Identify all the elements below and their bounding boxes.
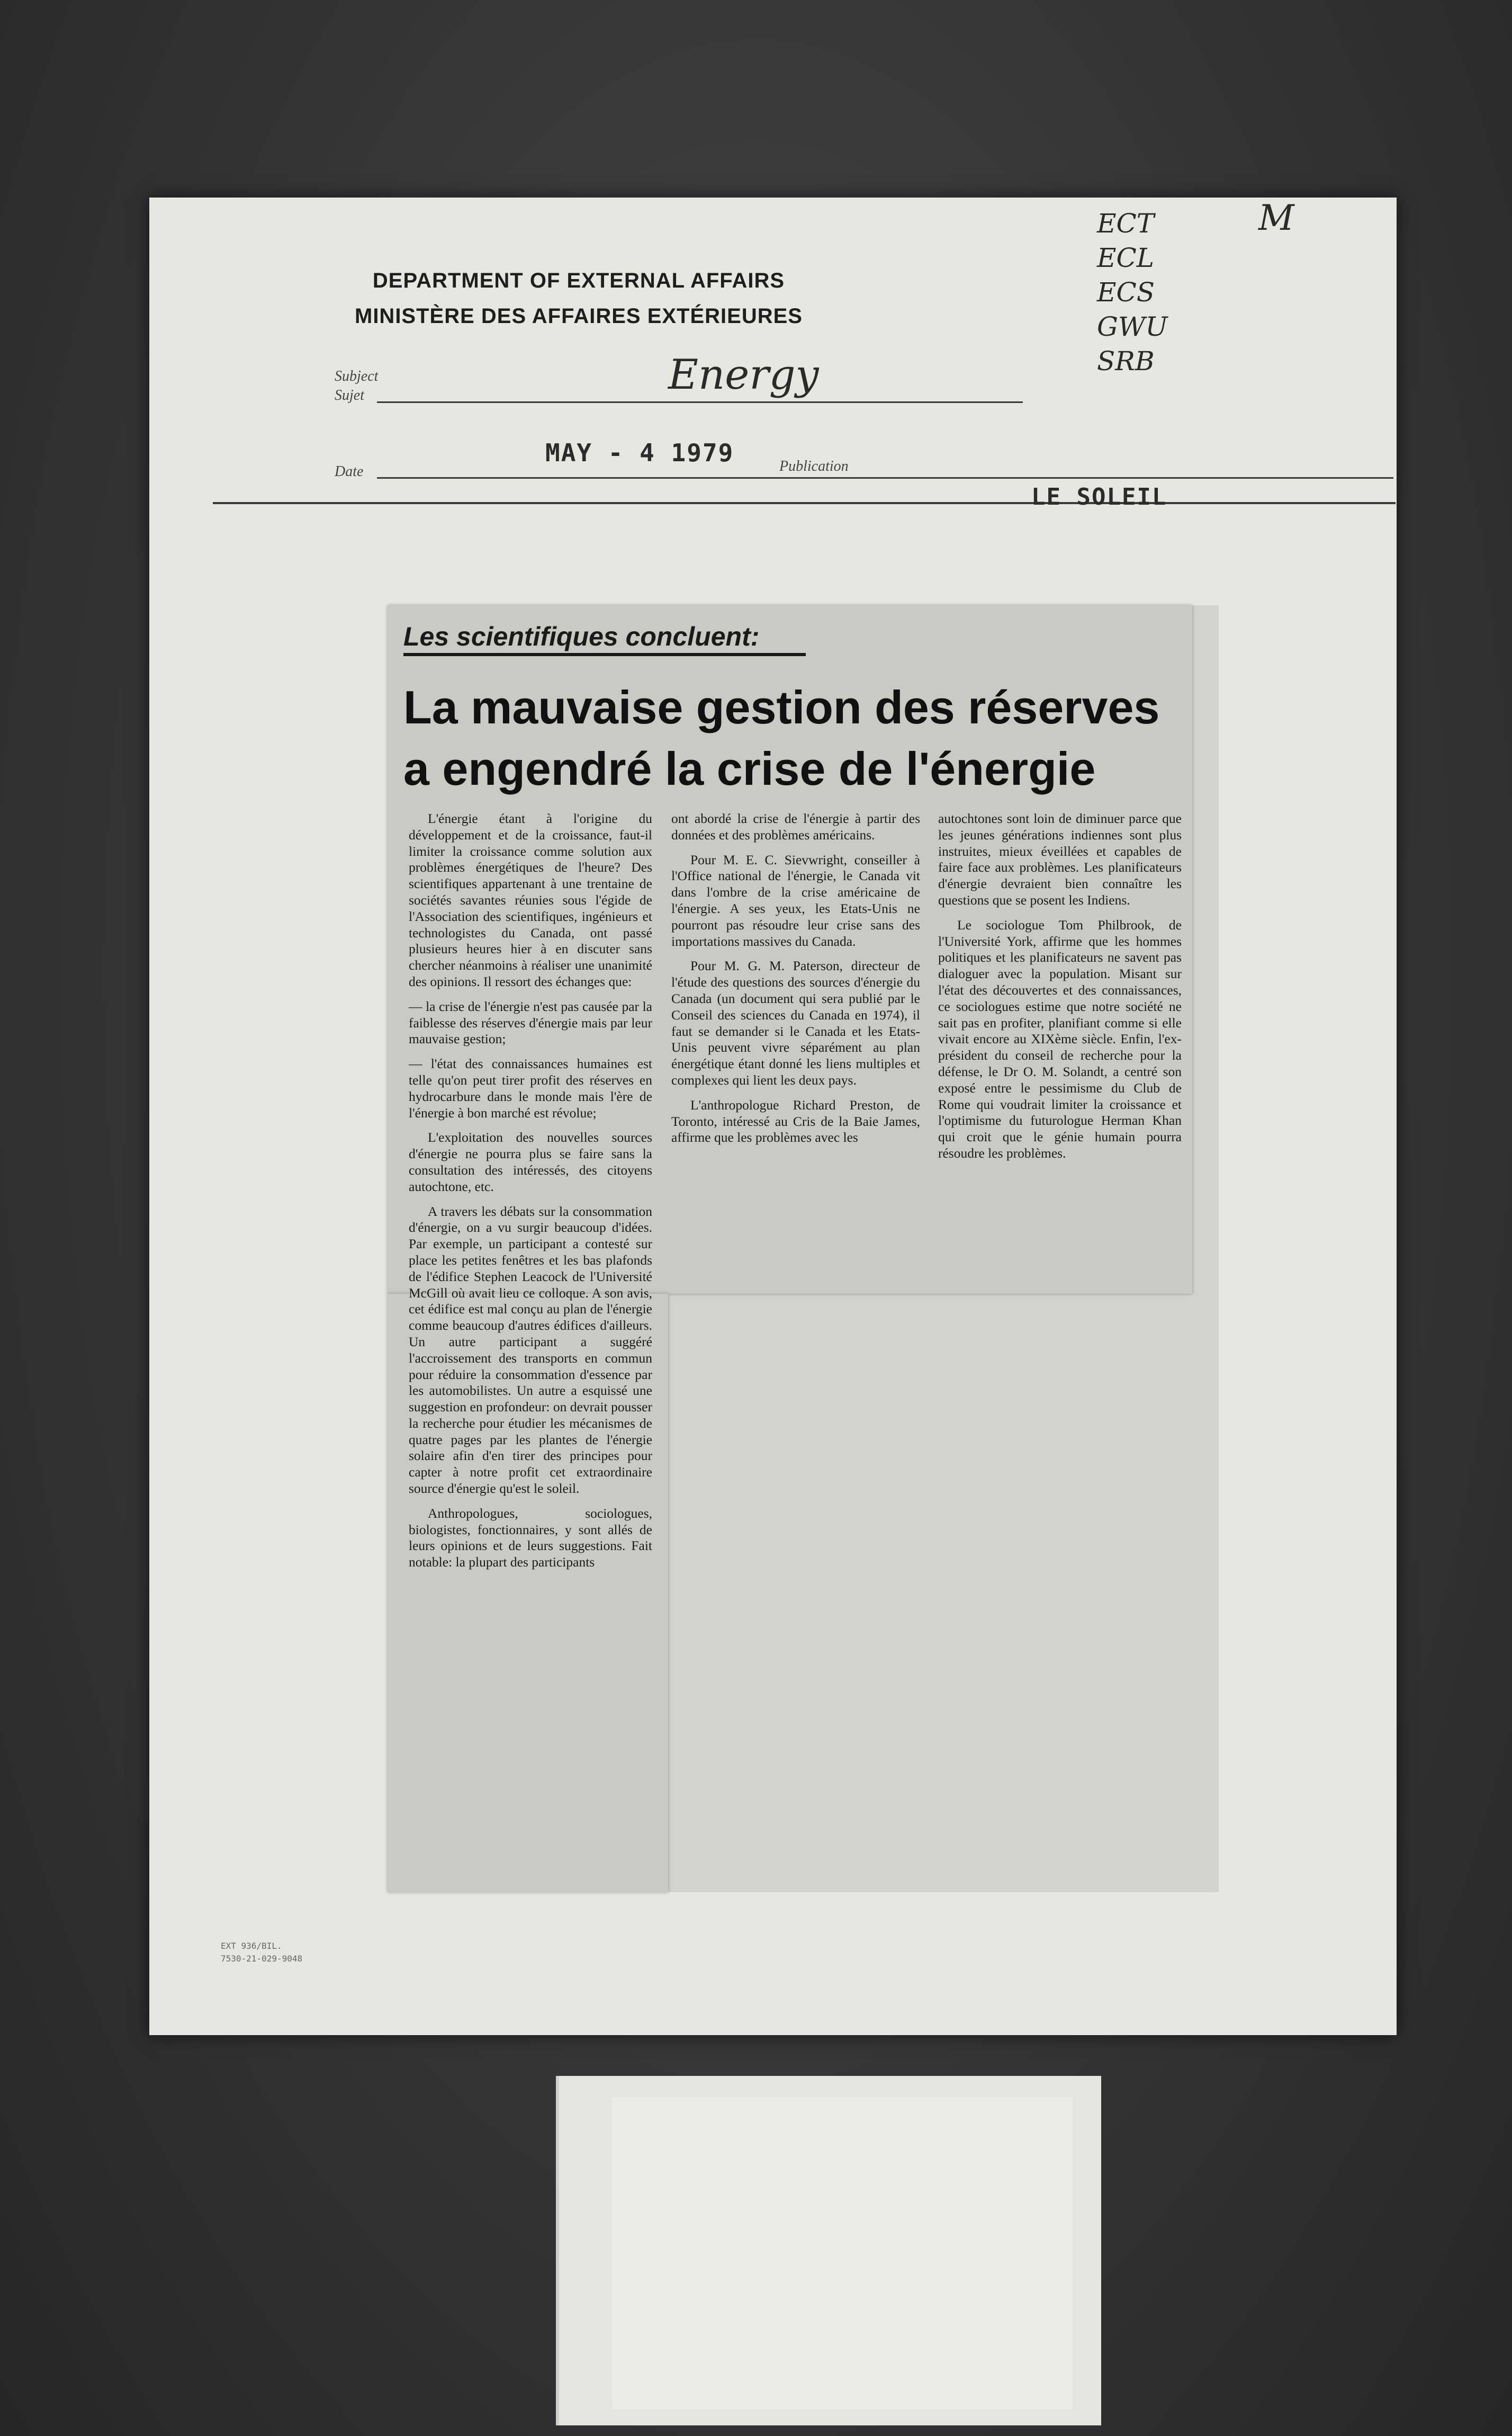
article-paragraph: ont abordé la crise de l'énergie à partir des données et des problèmes américains. [671,811,920,843]
distribution-code: ECS [1097,277,1155,308]
department-name-en: DEPARTMENT OF EXTERNAL AFFAIRS [372,269,785,292]
article-kicker: Les scientifiques concluent: [403,621,806,656]
distribution-code: ECL [1097,243,1154,273]
article-column-3 [938,811,1182,1170]
date-label: Date [335,463,364,480]
distribution-code: ECT [1097,208,1155,239]
article-headline: La mauvaise gestion des réserves a engendré la crise de l'énergie [403,681,1160,795]
distribution-code: GWU [1097,311,1168,342]
form-code: EXT 936/BIL. 7530-21-029-9048 [221,1941,303,1964]
subject-label: Subject Sujet [335,368,379,404]
article-paragraph: Le sociologue Tom Philbrook, de l'Université York, affirme que les hommes politiques et les planificateurs ne savent pas dialoguer avec la population. Misant sur l'état des découvertes et des connaissances, ce sociologues estime que notre société ne sait pas en profiter, planifiant comme si elle vivait encore au XIXème siècle. Enfin, l'ex-président du conseil de recherche pour la défense, le Dr O. M. Solandt, a centré son exposé entre le pessimisme du Club de Rome qui voudrait limiter la croissance et l'optimisme du futurologue Herman Khan qui croit que le génie humain pourra résoudre les problèmes. [938,917,1182,1161]
article-paragraph: — l'état des connaissances humaines est telle qu'on peut tirer profit des réserves en hydrocarbure dans le monde mais l'ère de l'énergie à bon marché est révolue; [409,1056,652,1121]
article-column-1 [409,811,652,1579]
article-paragraph: L'exploitation des nouvelles sources d'énergie ne pourra plus se faire sans la consultation des intéressés, des citoyens autochtone, etc. [409,1130,652,1194]
newspaper-clipping [388,605,1219,1892]
article-paragraph: L'anthropologue Richard Preston, de Toronto, intéressé au Cris de la Baie James, affirme que les problèmes avec les [671,1097,920,1145]
header-divider [213,502,1396,504]
file-sheet [149,198,1397,2035]
publication-stamp: LE SOLEIL [1031,483,1167,511]
article-paragraph: Pour M. G. M. Paterson, directeur de l'étude des questions des sources d'énergie du Canada (un document qui sera publié par le Conseil des sciences du Canada en 1974), il faut se demander si le Canada et les Etats-Unis peuvent vivre séparément au plan énergétique étant donné les liens multiples et complexes qui lient les deux pays. [671,958,920,1088]
article-paragraph: — la crise de l'énergie n'est pas causée par la faiblesse des réserves d'énergie mais par leur mauvaise gestion; [409,998,652,1047]
article-paragraph: L'énergie étant à l'origine du développement et de la croissance, faut-il limiter la croissance comme solution aux problèmes énergétiques de l'heure? Des scientifiques appartenant à une trentaine de sociétés savantes réunies sous l'égide de l'Association des scientifiques, ingénieurs et technologistes du Canada, ont passé plusieurs heures hier à en discuter sans chercher néanmoins à réaliser une unanimité des opinions. Il ressort des échanges que: [409,811,652,989]
article-paragraph: autochtones sont loin de diminuer parce que les jeunes générations indiennes sont plus instruites, mieux éveillées et capables de faire face aux problèmes. Les planificateurs d'énergie devraient bien connaître les questions que se posent les Indiens. [938,811,1182,908]
article-paragraph: A travers les débats sur la consommation d'énergie, on a vu surgir beaucoup d'idées. Par exemple, un participant a contesté sur place les petites fenêtres et les bas plafonds de l'édifice Stephen Leacock de l'Université McGill où avait lieu ce colloque. A son avis, cet édifice est mal conçu au plan de l'énergie comme beaucoup d'autres édifices d'ailleurs. Un autre participant a suggéré l'accroissement des transports en commun pour réduire la consommation d'essence par les automobilistes. Un autre a esquissé une suggestion en profondeur: on devrait pousser la recherche pour étudier les mécanismes de quatre pages par les plantes de l'énergie solaire afin d'en tirer des principes pour capter à notre profit cet extraordinaire source d'énergie qu'est le soleil. [409,1203,652,1497]
department-name-fr: MINISTÈRE DES AFFAIRES EXTÉRIEURES [355,304,803,328]
article-paragraph: Anthropologues, sociologues, biologistes, fonctionnaires, y sont allés de leurs opinions et de leurs suggestions. Fait notable: la plupart des participants [409,1505,652,1570]
article-paragraph: Pour M. E. C. Sievwright, conseiller à l'Office national de l'énergie, le Canada vit dans l'ombre de la crise américaine de l'énergie. A ses yeux, les Etats-Unis ne pourront pas résoudre leur crise sans des importations massives du Canada. [671,852,920,949]
date-stamp: MAY - 4 1979 [545,438,734,467]
publication-label: Publication [779,458,849,474]
distribution-code: SRB [1097,346,1155,377]
date-line [377,477,1393,479]
article-column-2 [671,811,920,1154]
subject-line [377,401,1023,403]
blank-label-card [556,2076,1101,2425]
handwritten-initial: M [1258,198,1294,238]
subject-value: Energy [668,351,819,399]
department-header [149,269,1008,328]
